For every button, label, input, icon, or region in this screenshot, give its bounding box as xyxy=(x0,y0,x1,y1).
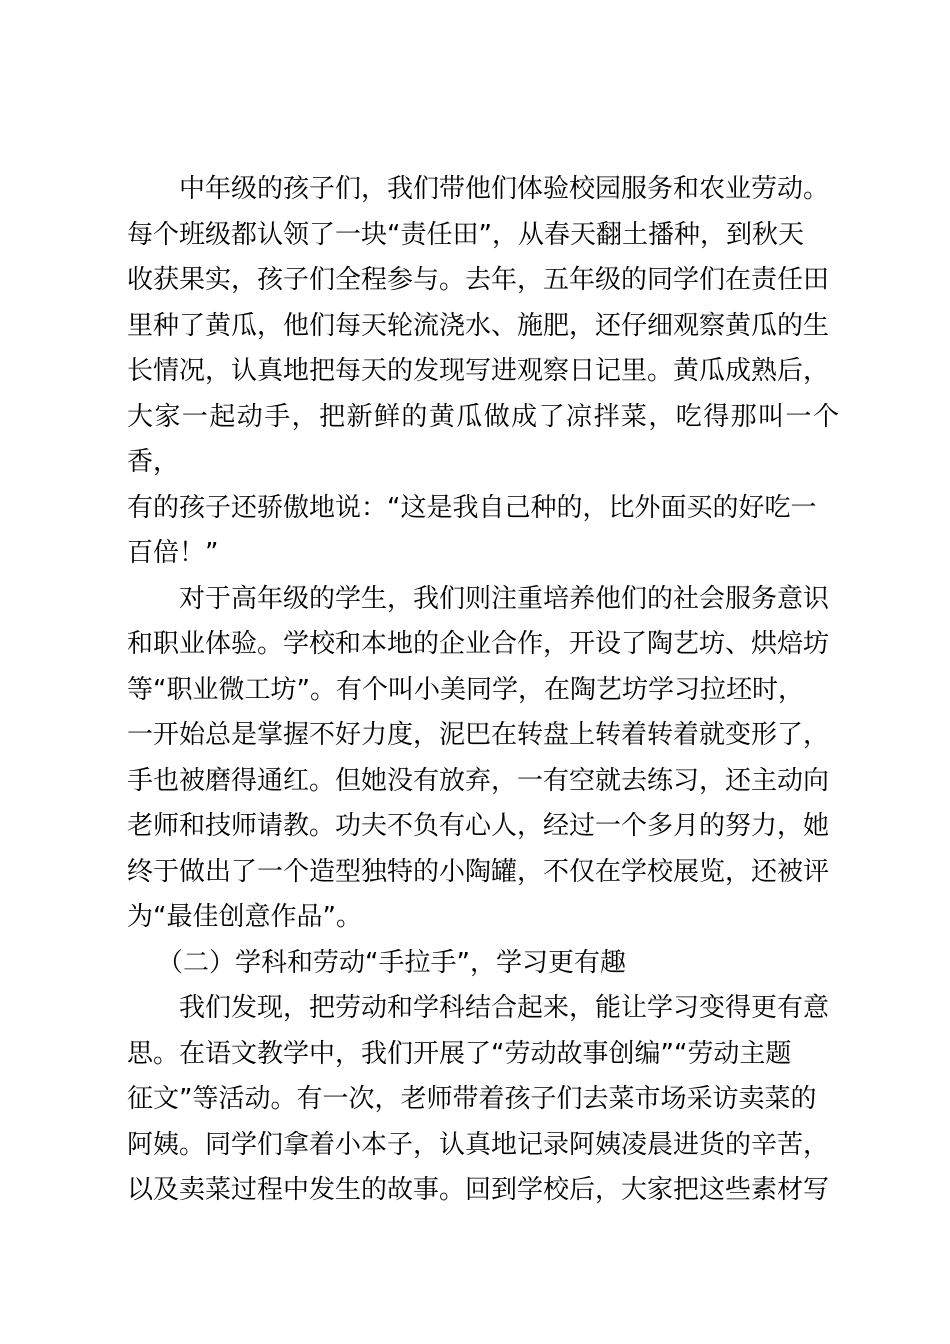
paragraph-subject-labor: 我们发现，把劳动和学科结合起来，能让学习变得更有意 思。在语文教学中，我们开展了“劳动故事创编”“劳动主题 征文”等活动。有一次，老师带着孩子们去菜市场采访卖菜的 阿姨。同学们拿着小本子，认真地记录阿姨凌晨进货的辛苦， 以及卖菜过程中发生的故事。回到学校后，大家把这些素材写 xyxy=(127,993,830,1205)
paragraph-upper-grades: 对于高年级的学生，我们则注重培养他们的社会服务意识 和职业体验。学校和本地的企业合作，开设了陶艺坊、烘焙坊 等“职业微工坊”。有个叫小美同学，在陶艺坊学习拉坯时， 一开始总是掌握不好力度，泥巴在转盘上转着转着就变形了， 手也被磨得通红。但她没有放弃，一有空就去练习，还主动向 老师和技师请教。功夫不负有心人，经过一个多月的努力，她 终于做出了一个造型独特的小陶罐，不仅在学校展览，还被评 为“最佳创意作品”。 xyxy=(127,583,830,932)
document-body xyxy=(127,167,839,1214)
paragraph-middle-grades: 中年级的孩子们，我们带他们体验校园服务和农业劳动。 每个班级都认领了一块“责任田”，从春天翻土播种，到秋天 收获果实，孩子们全程参与。去年，五年级的同学们在责任田 里种了黄瓜，他们每天轮流浇水、施肥，还仔细观察黄瓜的生 长情况，认真地把每天的发现写进观察日记里。黄瓜成熟后， 大家一起动手，把新鲜的黄瓜做成了凉拌菜，吃得那叫一个香， 有的孩子还骄傲地说：“这是我自己种的，比外面买的好吃一 百倍！” xyxy=(127,174,839,568)
section-heading: （二）学科和劳动“手拉手”，学习更有趣 xyxy=(157,947,626,978)
